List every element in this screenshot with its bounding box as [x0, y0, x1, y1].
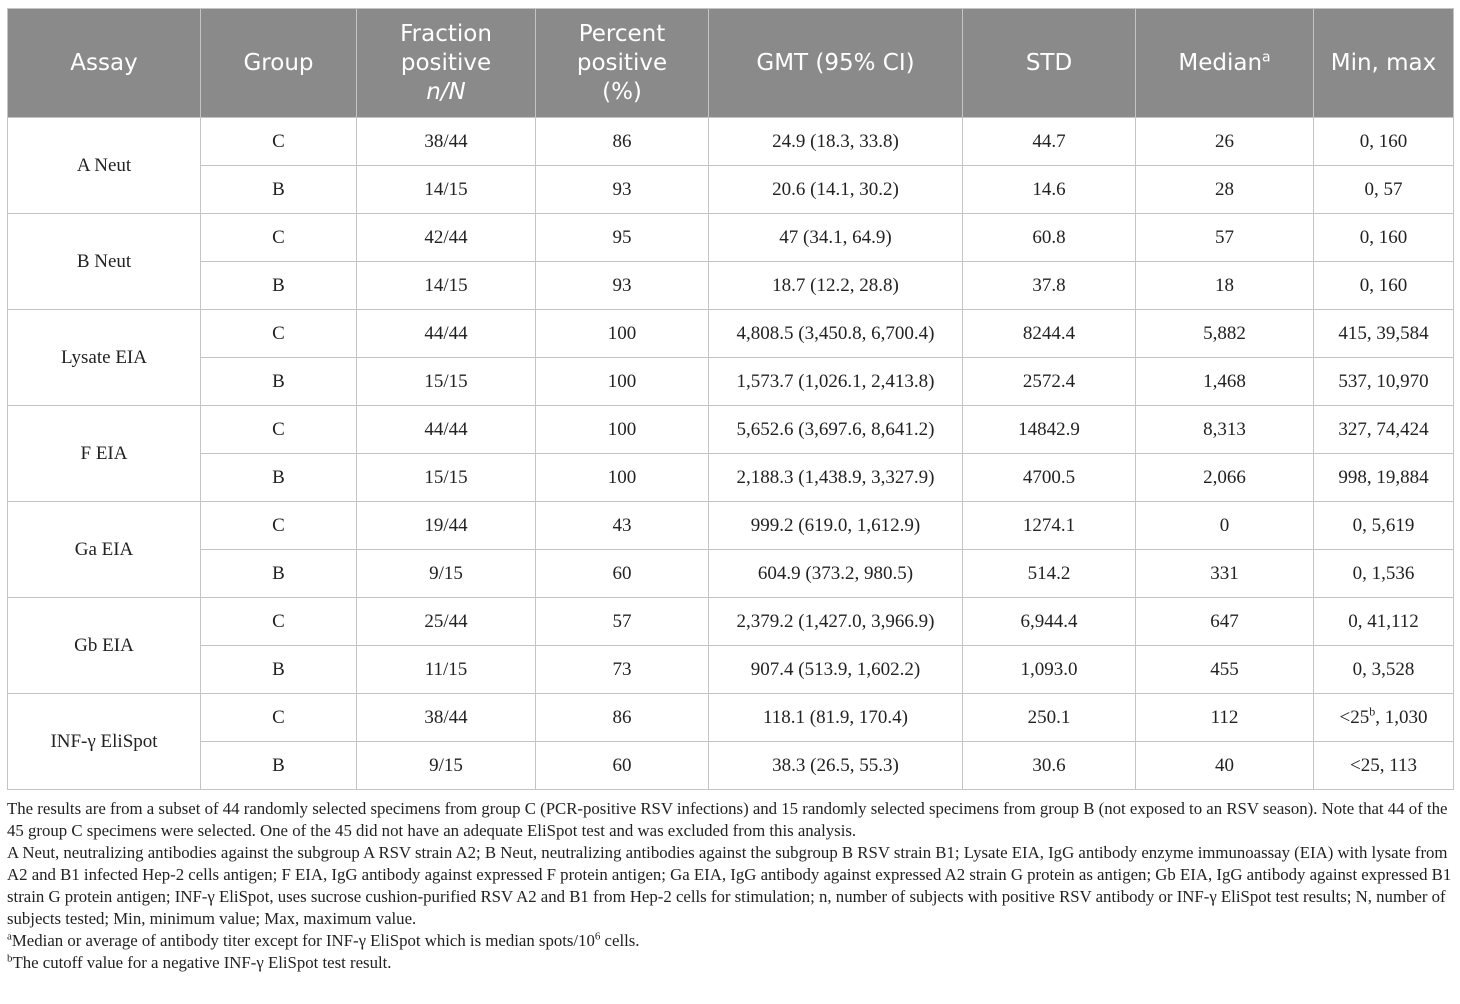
cell-gmt: 604.9 (373.2, 980.5) [709, 550, 963, 598]
cell-std: 8244.4 [963, 310, 1136, 358]
footnote-a-exponent: 6 [594, 930, 601, 943]
table-row [8, 646, 1454, 694]
cell-median: 647 [1136, 598, 1314, 646]
cell-median: 0 [1136, 502, 1314, 550]
cell-std: 1274.1 [963, 502, 1136, 550]
table-row [8, 214, 1454, 262]
cell-std: 4700.5 [963, 454, 1136, 502]
cell-group: B [201, 550, 357, 598]
cell-fraction: 38/44 [357, 118, 536, 166]
cell-median: 331 [1136, 550, 1314, 598]
table-row [8, 694, 1454, 742]
table-row [8, 406, 1454, 454]
assay-name: Gb EIA [8, 598, 201, 694]
max-value: , 1,030 [1375, 706, 1428, 728]
cell-percent: 57 [536, 598, 709, 646]
cell-median: 40 [1136, 742, 1314, 790]
header-fraction-positive [357, 9, 536, 118]
cell-median: 2,066 [1136, 454, 1314, 502]
results-table [7, 8, 1454, 790]
table-row [8, 454, 1454, 502]
cell-std: 44.7 [963, 118, 1136, 166]
cell-std: 14842.9 [963, 406, 1136, 454]
cell-min-max: 327, 74,424 [1314, 406, 1454, 454]
table-row [8, 262, 1454, 310]
assay-name: INF-γ EliSpot [8, 694, 201, 790]
cell-fraction: 11/15 [357, 646, 536, 694]
cell-fraction: 19/44 [357, 502, 536, 550]
footnote-a [7, 930, 1453, 952]
cell-group: B [201, 166, 357, 214]
footnote-b-text: The cutoff value for a negative INF-γ EliSpot test result. [12, 953, 392, 972]
cell-percent: 93 [536, 262, 709, 310]
cell-min-max: 0, 160 [1314, 214, 1454, 262]
cell-min-max: 0, 160 [1314, 262, 1454, 310]
cell-group: C [201, 694, 357, 742]
cell-std: 60.8 [963, 214, 1136, 262]
cell-group: B [201, 358, 357, 406]
cell-gmt: 24.9 (18.3, 33.8) [709, 118, 963, 166]
cell-gmt: 1,573.7 (1,026.1, 2,413.8) [709, 358, 963, 406]
document [7, 8, 1453, 974]
cell-std: 30.6 [963, 742, 1136, 790]
header-fraction-line3: n/N [426, 78, 466, 105]
cell-std: 2572.4 [963, 358, 1136, 406]
header-row [8, 9, 1454, 118]
footnote-mark-b: b [1369, 704, 1376, 719]
table-row [8, 310, 1454, 358]
cell-group: B [201, 646, 357, 694]
footnote-b-mark: b [7, 952, 13, 965]
cell-min-max: 0, 160 [1314, 118, 1454, 166]
note-abbreviations: A Neut, neutralizing antibodies against the subgroup A RSV strain A2; B Neut, neutralizing antibodies against the subgroup B RSV strain B1; Lysate EIA, IgG antibody enzyme immunoassay (EIA) with lysate from A2 and B1 infected Hep-2 cells antigen; F EIA, IgG antibody against expressed F protein antigen; Ga EIA, IgG antibody against expressed A2 strain G protein as antigen; Gb EIA, IgG antibody against expressed B1 strain G protein antigen; INF-γ EliSpot, uses sucrose cushion-purified RSV A2 and B1 from Hep-2 cells for stimulation; n, number of subjects with positive RSV antibody or INF-γ EliSpot test results; N, number of subjects tested; Min, minimum value; Max, maximum value. [7, 843, 1452, 928]
cell-percent: 86 [536, 118, 709, 166]
cell-percent: 100 [536, 358, 709, 406]
cell-fraction: 9/15 [357, 550, 536, 598]
cell-group: B [201, 454, 357, 502]
header-min-max: Min, max [1314, 9, 1454, 118]
cell-min-max: 0, 3,528 [1314, 646, 1454, 694]
cell-median: 1,468 [1136, 358, 1314, 406]
cell-gmt: 4,808.5 (3,450.8, 6,700.4) [709, 310, 963, 358]
cell-percent: 60 [536, 742, 709, 790]
cell-percent: 95 [536, 214, 709, 262]
footnote-a-text: Median or average of antibody titer except for INF-γ EliSpot which is median spots/10 [11, 931, 595, 950]
cell-std: 250.1 [963, 694, 1136, 742]
cell-median: 28 [1136, 166, 1314, 214]
table-row [8, 502, 1454, 550]
cell-group: C [201, 214, 357, 262]
header-fraction-line1: Fraction [400, 20, 492, 47]
cell-gmt: 5,652.6 (3,697.6, 8,641.2) [709, 406, 963, 454]
footnote-b [7, 952, 1453, 974]
cell-gmt: 18.7 (12.2, 28.8) [709, 262, 963, 310]
table-row [8, 118, 1454, 166]
header-percent-positive [536, 9, 709, 118]
cell-min-max: 537, 10,970 [1314, 358, 1454, 406]
cell-gmt: 907.4 (513.9, 1,602.2) [709, 646, 963, 694]
cell-fraction: 9/15 [357, 742, 536, 790]
cell-fraction: 44/44 [357, 310, 536, 358]
cell-fraction: 44/44 [357, 406, 536, 454]
cell-percent: 100 [536, 310, 709, 358]
header-group: Group [201, 9, 357, 118]
header-assay: Assay [8, 9, 201, 118]
cell-std: 514.2 [963, 550, 1136, 598]
cell-group: C [201, 598, 357, 646]
header-fraction-line2: positive [400, 49, 492, 76]
header-percent-line1: Percent [578, 20, 666, 47]
table-row [8, 742, 1454, 790]
cell-fraction: 15/15 [357, 358, 536, 406]
cell-fraction: 38/44 [357, 694, 536, 742]
assay-name: Ga EIA [8, 502, 201, 598]
cell-gmt: 2,379.2 (1,427.0, 3,966.9) [709, 598, 963, 646]
cell-std: 1,093.0 [963, 646, 1136, 694]
header-gmt: GMT (95% CI) [709, 9, 963, 118]
cell-median: 112 [1136, 694, 1314, 742]
cell-median: 455 [1136, 646, 1314, 694]
table-row [8, 598, 1454, 646]
table-row [8, 166, 1454, 214]
cell-fraction: 42/44 [357, 214, 536, 262]
cell-median: 26 [1136, 118, 1314, 166]
cell-std: 14.6 [963, 166, 1136, 214]
note-subset: The results are from a subset of 44 randomly selected specimens from group C (PCR-positive RSV infections) and 15 randomly selected specimens from group B (not exposed to an RSV season). Note that 44 of the 45 group C specimens were selected. One of the 45 did not have an adequate EliSpot test and was excluded from this analysis. [7, 799, 1448, 840]
table-row [8, 550, 1454, 598]
cell-min-max: 0, 57 [1314, 166, 1454, 214]
cell-min-max: 415, 39,584 [1314, 310, 1454, 358]
cell-fraction: 14/15 [357, 262, 536, 310]
assay-name: A Neut [8, 118, 201, 214]
header-percent-line3: (%) [602, 78, 642, 105]
cell-gmt: 20.6 (14.1, 30.2) [709, 166, 963, 214]
cell-fraction: 15/15 [357, 454, 536, 502]
cell-std: 6,944.4 [963, 598, 1136, 646]
cell-percent: 86 [536, 694, 709, 742]
table-row [8, 358, 1454, 406]
cell-min-max: <25, 113 [1314, 742, 1454, 790]
min-value: <25 [1339, 706, 1370, 728]
footnote-a-tail: cells. [600, 931, 640, 950]
cell-min-max: 0, 1,536 [1314, 550, 1454, 598]
footnote-a-mark: a [7, 930, 12, 943]
cell-percent: 100 [536, 454, 709, 502]
cell-group: B [201, 262, 357, 310]
cell-percent: 100 [536, 406, 709, 454]
cell-gmt: 47 (34.1, 64.9) [709, 214, 963, 262]
header-median [1136, 9, 1314, 118]
cell-fraction: 14/15 [357, 166, 536, 214]
cell-min-max [1314, 694, 1454, 742]
cell-percent: 43 [536, 502, 709, 550]
cell-group: C [201, 118, 357, 166]
cell-group: C [201, 310, 357, 358]
cell-median: 5,882 [1136, 310, 1314, 358]
cell-group: C [201, 406, 357, 454]
cell-group: C [201, 502, 357, 550]
cell-min-max: 0, 41,112 [1314, 598, 1454, 646]
cell-min-max: 0, 5,619 [1314, 502, 1454, 550]
cell-median: 8,313 [1136, 406, 1314, 454]
assay-name: Lysate EIA [8, 310, 201, 406]
header-percent-line2: positive [576, 49, 668, 76]
cell-std: 37.8 [963, 262, 1136, 310]
cell-fraction: 25/44 [357, 598, 536, 646]
cell-median: 18 [1136, 262, 1314, 310]
header-std: STD [963, 9, 1136, 118]
cell-percent: 73 [536, 646, 709, 694]
cell-gmt: 38.3 (26.5, 55.3) [709, 742, 963, 790]
cell-gmt: 999.2 (619.0, 1,612.9) [709, 502, 963, 550]
cell-gmt: 2,188.3 (1,438.9, 3,327.9) [709, 454, 963, 502]
cell-percent: 60 [536, 550, 709, 598]
cell-gmt: 118.1 (81.9, 170.4) [709, 694, 963, 742]
header-median-label: Median [1178, 49, 1263, 76]
cell-percent: 93 [536, 166, 709, 214]
cell-median: 57 [1136, 214, 1314, 262]
table-notes [7, 798, 1453, 974]
cell-group: B [201, 742, 357, 790]
cell-min-max: 998, 19,884 [1314, 454, 1454, 502]
assay-name: B Neut [8, 214, 201, 310]
header-median-footnote-mark: a [1262, 48, 1271, 65]
assay-name: F EIA [8, 406, 201, 502]
